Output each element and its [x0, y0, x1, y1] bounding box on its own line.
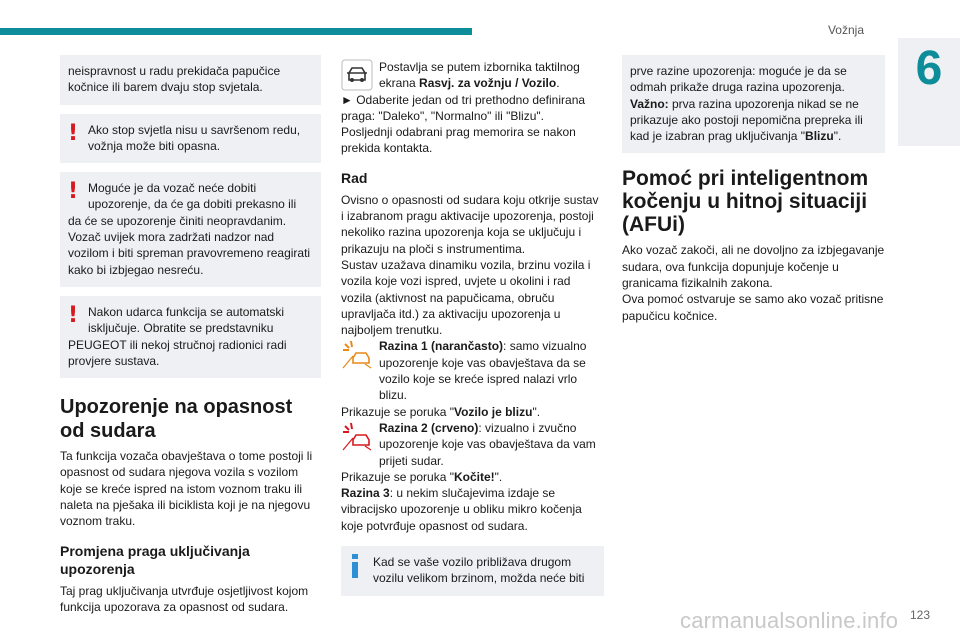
level3-text [341, 485, 604, 534]
note-important-label: Važno: [630, 96, 669, 111]
settings-paragraph [341, 59, 604, 92]
note-text: prve razine upozorenja: moguće je da se odmah prikaže druga razina upozorenja. [630, 64, 847, 95]
subsection-heading: Promjena praga uključivanja upozorenja [60, 542, 250, 577]
section-title: Vožnja [827, 23, 864, 37]
intro-text: Ta funkcija vozača obavještava o tome postoji li opasnost od sudara njegova vozila s vozilom koje se kreće ispred na istom voznom traku ili naleta na pješaka ili biciklista koji je na njegovu voznom traku. [60, 449, 313, 529]
chapter-number: 6 [898, 38, 960, 146]
note-box [622, 55, 885, 153]
warning-icon: ! [68, 120, 79, 146]
note-important-text: prva razina upozorenja nikad se ne prikazuje ako postoji nepomična prepreka ili kad je izabran prag uključivanja " [630, 96, 863, 144]
warning-text: PEUGEOT ili nekoj stručnoj radionici radi provjere sustava. [68, 337, 287, 368]
collision-alert-orange-icon [341, 338, 373, 370]
rad-text: Sustav uzažava dinamiku vozila, brzinu vozila i vozila koje vozi ispred, uvjete u okolini i rad vozila (aktivnost na papučicama, obruču upravljača itd.) za aktivaciju upozorenja u najboljem trenutku. [341, 257, 591, 338]
warning-text: Moguće je da vozač neće dobiti upozorenje, da će ga dobiti prekasno ili [88, 181, 297, 212]
level2-text [379, 420, 604, 469]
rad-heading: Rad [341, 169, 368, 186]
settings-end: . [556, 76, 560, 91]
header-accent-bar [0, 28, 472, 35]
level1-paragraph [341, 338, 604, 403]
level1-text [379, 338, 604, 403]
level2-message-value: Kočite! [453, 469, 495, 484]
info-text: Kad se vaše vozilo približava drugom vozilu velikom brzinom, možda neće biti [373, 555, 585, 586]
settings-text [379, 59, 604, 92]
level1-message-value: Vozilo je blizu [453, 404, 533, 419]
level2-desc: : vizualno i zvučno upozorenje koje vas obavještava da vam prijeti sudar. [379, 420, 596, 468]
level1-message-suffix: ". [532, 404, 541, 419]
level2-message-prefix: Prikazuje se poruka " [341, 469, 454, 484]
warning-text: Ako stop svjetla nisu u savršenom redu, vožnja može biti opasna. [88, 122, 301, 153]
right-column [622, 55, 885, 324]
subsection-text: Taj prag uključivanja utvrđuje osjetljivost kojom funkcija upozorava za opasnost od sudara. [60, 583, 309, 614]
middle-column [341, 59, 604, 605]
page-number: 123 [910, 608, 931, 622]
settings-menu: Rasvj. za vožnju [419, 76, 512, 91]
info-icon [352, 554, 358, 578]
left-column [60, 55, 321, 615]
memory-text: Posljednji odabrani prag memorira se nakon prekida kontakta. [341, 125, 576, 156]
level1-message-prefix: Prikazuje se poruka " [341, 404, 454, 419]
settings-item: Vozilo [521, 76, 557, 91]
rad-text: Ovisno o opasnosti od sudara koju otkrije sustav i izabranom pragu aktivacije upozorenja, postoji nekoliko razina upozorenja koja se uključuju i prikazuju na ploči s instrumentima. [341, 192, 599, 256]
level1-label: Razina 1 (narančasto) [379, 339, 504, 354]
step-text: ► Odaberite jedan od tri prethodno definirana praga: "Daleko", "Normalno" ili "Blizu". [341, 92, 586, 123]
warning-box [60, 296, 321, 378]
level1-desc: : samo vizualno upozorenje koje vas obavještava da se vozilo koje se kreće ispred nalazi vrlo blizu. [379, 339, 587, 403]
section-heading: Upozorenje na opasnost od sudara [60, 396, 293, 443]
level2-label: Razina 2 (crveno) [379, 420, 479, 435]
level3-desc: : u nekim slučajevima izdaje se vibracijsko upozorenje u obliku mikro kočenja koje potvrđuje opasnost od sudara. [341, 486, 582, 533]
afui-text: Ova pomoć ostvaruje se samo ako vozač pritisne papučicu kočnice. [622, 292, 884, 323]
warning-box [60, 114, 321, 164]
note-text: neispravnost u radu prekidača papučice kočnice ili barem dvaju stop svjetala. [68, 64, 281, 95]
note-important-end: ". [833, 129, 842, 144]
watermark: carmanualsonline.info [680, 608, 899, 633]
note-important-value: Blizu [805, 129, 834, 144]
level2-message [341, 469, 604, 485]
level1-message [341, 404, 604, 420]
warning-icon: ! [68, 302, 79, 328]
collision-alert-red-icon [341, 420, 373, 452]
settings-prefix: Postavlja se putem izbornika taktilnog ekrana [379, 60, 580, 91]
warning-text: da će se upozorenje činiti neopravdanim. Vozač uvijek mora zadržati nadzor nad vozilom i biti spreman pravovremeno reagirati kako bi izbjegao nesreću. [68, 213, 311, 277]
afui-text: Ako vozač zakoči, ali ne dovoljno za izbjegavanje sudara, ova funkcija dopunjuje kočenje u granicama fizikalnih zakona. [622, 243, 885, 291]
warning-box [60, 172, 321, 287]
note-important [630, 96, 877, 145]
settings-separator: / [511, 76, 522, 91]
note-box [60, 55, 321, 105]
level2-paragraph [341, 420, 604, 469]
warning-icon: ! [68, 179, 79, 205]
level2-message-suffix: ". [494, 469, 503, 484]
warning-text: Nakon udarca funkcija se automatski isključuje. Obratite se predstavniku [88, 304, 285, 336]
afui-heading: Pomoć pri inteligentnom kočenju u hitnoj situaciji (AFUi) [622, 167, 869, 237]
level3-label: Razina 3 [341, 486, 390, 501]
car-settings-icon [341, 59, 373, 91]
info-box [341, 546, 604, 596]
